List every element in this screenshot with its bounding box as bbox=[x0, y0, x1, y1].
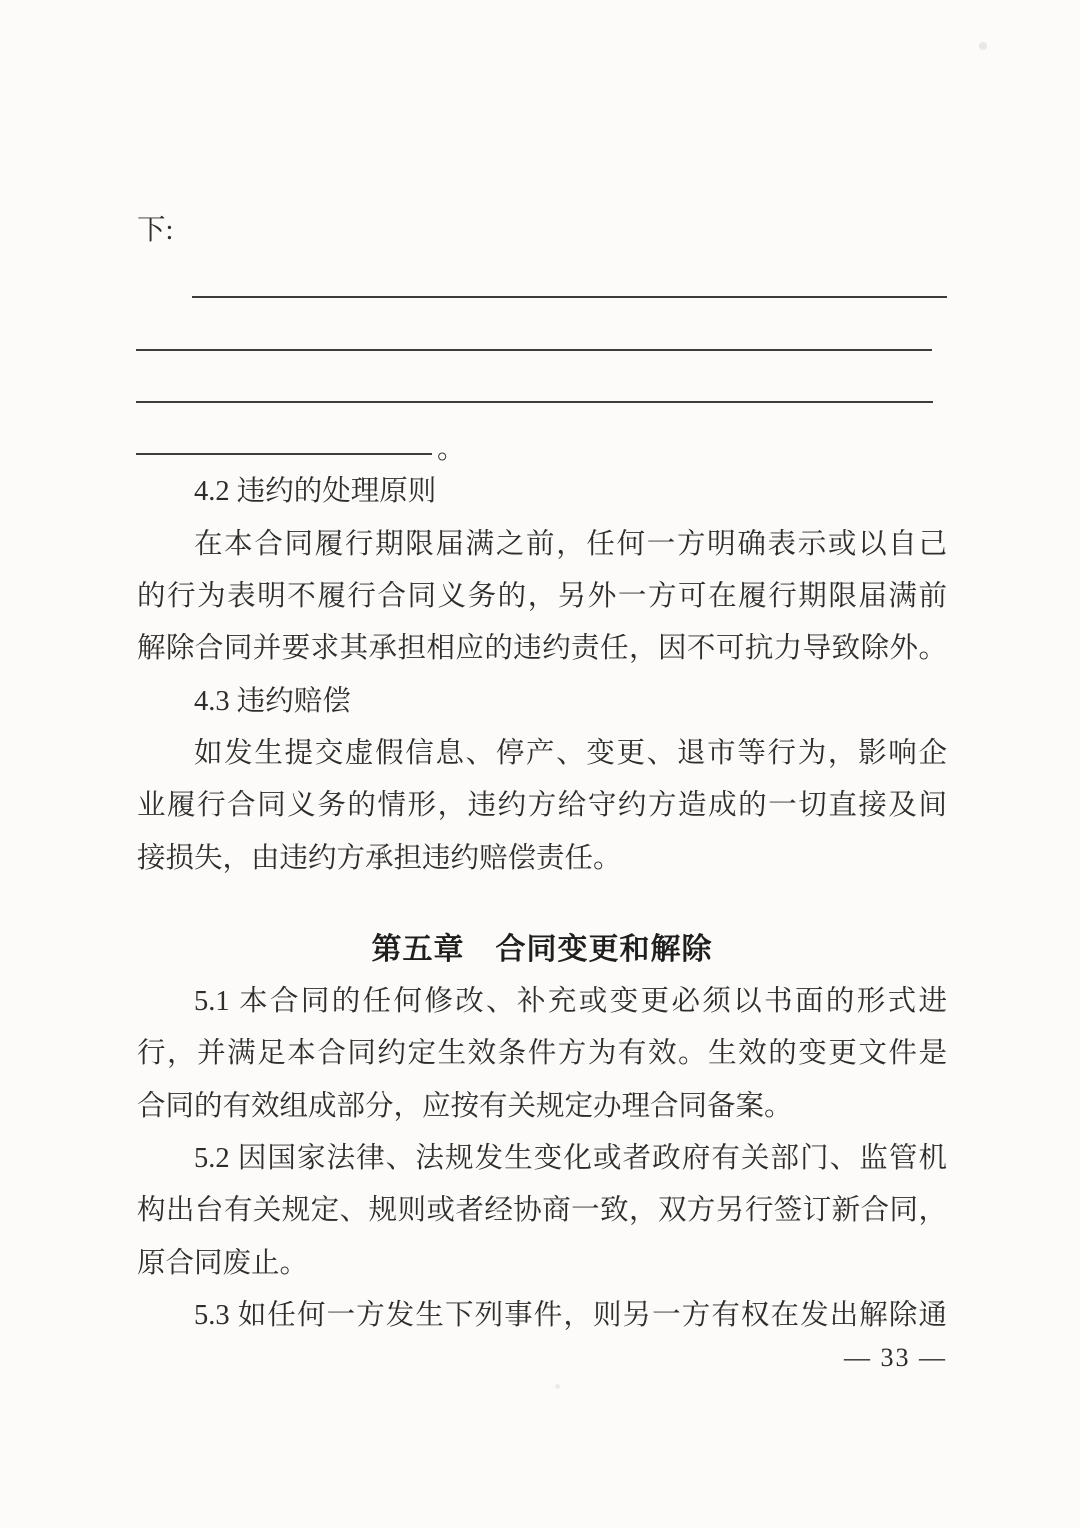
text-line: 解除合同并要求其承担相应的违约责任，因不可抗力导致除外。 bbox=[137, 633, 947, 665]
blank-fill-line-1 bbox=[137, 257, 947, 309]
fill-in-rule bbox=[136, 349, 932, 351]
text-line: 5.3 如任何一方发生下列事件，则另一方有权在发出解除通 bbox=[194, 1299, 947, 1331]
text-line: 如发生提交虚假信息、停产、变更、退市等行为，影响企 bbox=[194, 737, 947, 769]
blank-fill-line-4 bbox=[137, 414, 947, 466]
scan-artifact bbox=[555, 1384, 560, 1389]
page-number: — 33 — bbox=[844, 1343, 947, 1373]
blank-terminator: 。 bbox=[437, 434, 466, 466]
fill-in-rule bbox=[136, 401, 933, 403]
fill-in-rule bbox=[136, 453, 432, 455]
text-line: 构出台有关规定、规则或者经协商一致，双方另行签订新合同， bbox=[137, 1195, 947, 1227]
text-line: 行，并满足本合同约定生效条件方为有效。生效的变更文件是 bbox=[137, 1038, 947, 1070]
scan-artifact bbox=[979, 42, 987, 50]
text-line: 接损失，由违约方承担违约赔偿责任。 bbox=[137, 842, 622, 874]
chapter-5-title: 第五章 合同变更和解除 bbox=[371, 932, 713, 966]
fill-in-rule bbox=[192, 296, 947, 298]
text-line: 原合同废止。 bbox=[137, 1247, 309, 1279]
clause-4-2-heading: 4.2 违约的处理原则 bbox=[194, 476, 437, 508]
blank-fill-line-3 bbox=[137, 362, 947, 414]
blank-fill-line-2 bbox=[137, 310, 947, 362]
clause-4-3-heading: 4.3 违约赔偿 bbox=[194, 685, 351, 717]
intro-label: 下: bbox=[137, 215, 174, 246]
text-line: 5.1 本合同的任何修改、补充或变更必须以书面的形式进 bbox=[194, 986, 947, 1018]
text-line: 的行为表明不履行合同义务的，另外一方可在履行期限届满前 bbox=[137, 581, 947, 613]
text-line: 5.2 因国家法律、法规发生变化或者政府有关部门、监管机 bbox=[194, 1143, 947, 1175]
text-line: 业履行合同义务的情形，违约方给守约方造成的一切直接及间 bbox=[137, 790, 947, 822]
text-line: 在本合同履行期限届满之前，任何一方明确表示或以自己 bbox=[194, 528, 947, 560]
text-line: 合同的有效组成部分，应按有关规定办理合同备案。 bbox=[137, 1090, 793, 1122]
page-content bbox=[137, 205, 947, 1385]
